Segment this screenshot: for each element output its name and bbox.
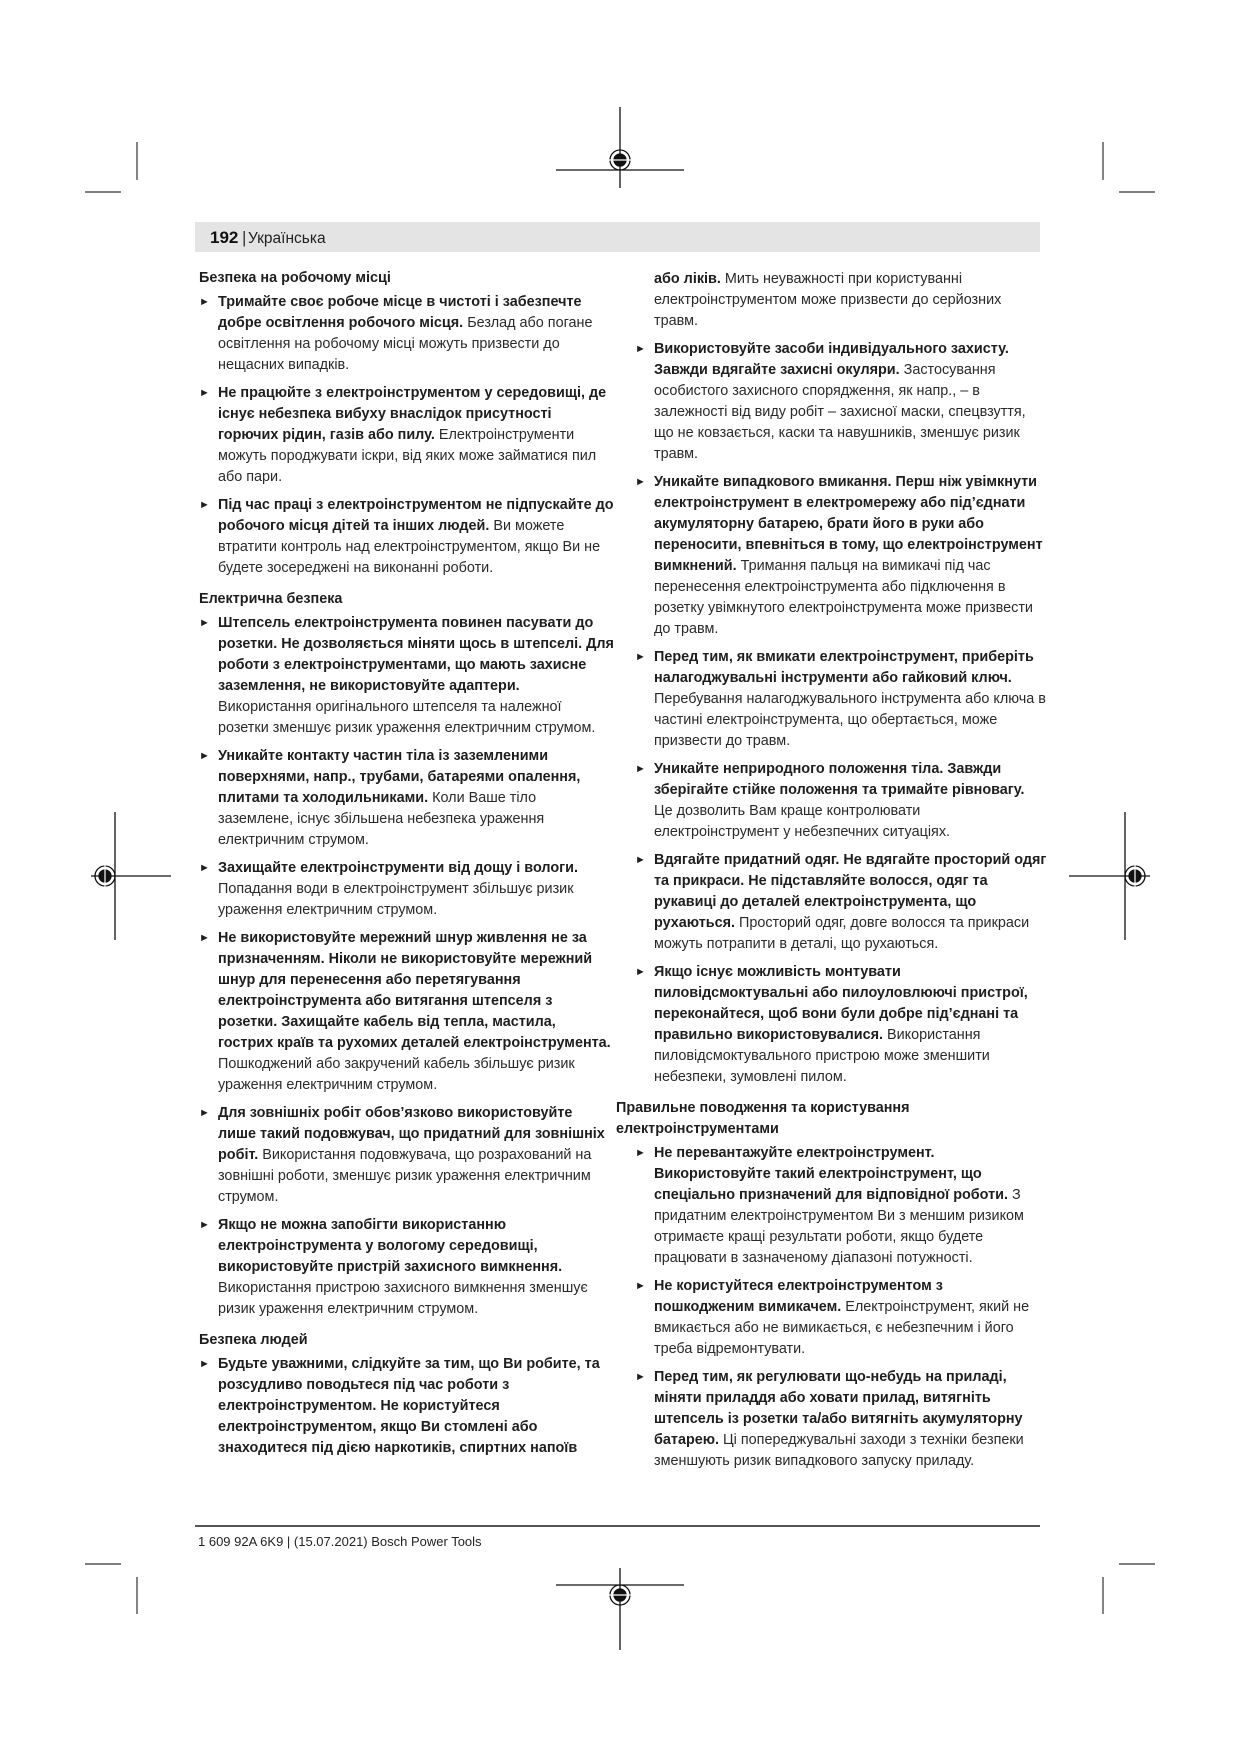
list-item [635,850,1047,955]
item-warning-text: Якщо не можна запобігти використанню електроінструмента у вологому середовищі, використовуйте пристрій захисного вимкнення. [218,1217,563,1275]
bullet-icon: ► [199,1219,210,1231]
item-warning-text: Захищайте електроінструменти від дощу і вологи. [218,860,578,876]
bullet-icon: ► [199,932,210,944]
item-explanation-text: Використання подовжувача, що розрахований на зовнішні роботи, зменшує ризик ураження електричним струмом. [218,1147,592,1205]
item-warning-text: Не використовуйте мережний шнур живлення не за призначенням. Ніколи не використовуйте мережний шнур для перенесення або перетягування електроінструмента або витягання штепселя з розетки. Захищайте кабель від тепла, мастила, гострих країв та рухомих деталей електроінструмента. [218,930,611,1051]
list-item [199,613,614,739]
item-explanation-text: Використання пиловідсмоктувального пристрою може зменшити небезпеки, зумовлені пилом. [654,1027,990,1085]
list-item [635,339,1047,465]
item-warning-text: або ліків. [654,271,721,287]
footer-rule [195,1525,1040,1527]
list-item [199,495,614,579]
item-warning-text: Уникайте неприродного положення тіла. Завжди зберігайте стійке положення та тримайте рівновагу. [654,761,1025,798]
list-item [635,759,1047,843]
bullet-icon: ► [635,1280,646,1292]
list-item [199,1354,614,1459]
item-explanation-text: Мить неуважності при користуванні електроінструментом може призвести до серйозних травм. [654,271,1002,329]
bullet-icon: ► [199,1107,210,1119]
bullet-icon: ► [199,499,210,511]
registration-mark-top [556,107,684,188]
item-explanation-text: Використання оригінального штепселя та належної розетки зменшує ризик ураження електричним струмом. [218,699,596,736]
item-explanation-text: Тримання пальця на вимикачі під час перенесення електроінструмента або підключення в розетку увімкнутого електроінструмента може призвести до травм. [654,558,1033,637]
bullet-icon: ► [635,966,646,978]
section-heading-workplace-safety: Безпека на робочому місці [199,270,391,286]
header-language: Українська [248,230,326,247]
item-explanation-text: Коли Ваше тіло заземлене, існує збільшена небезпека ураження електричним струмом. [218,790,545,848]
item-explanation-text: Електроінструмент, який не вмикається або не вимикається, є небезпечним і його треба відремонтувати. [654,1299,1030,1357]
item-explanation-text: Електроінструменти можуть породжувати іскри, від яких може займатися пил або пари. [218,427,597,485]
item-explanation-text: Ви можете втратити контроль над електроінструментом, якщо Ви не будете зосереджені на виконанні роботи. [218,518,601,576]
list-item [199,858,614,921]
item-warning-text: Будьте уважними, слідкуйте за тим, що Ви робите, та розсудливо поводьтеся під час роботи з електроінструментом. Не користуйтеся електроінструментом, якщо Ви стомлені або знаходитеся під дією наркотиків, спиртних напоїв [218,1356,600,1456]
list-item [199,1215,614,1320]
item-warning-text: Тримайте своє робоче місце в чистоті і забезпечте добре освітлення робочого місця. [218,294,582,331]
section-heading-tool-use: Правильне поводження та користування електроінструментами [616,1100,910,1137]
item-explanation-text: Просторий одяг, довге волосся та прикраси можуть потрапити в деталі, що рухаються. [654,915,1030,952]
list-item [199,1103,614,1208]
item-explanation-text: Попадання води в електроінструмент збільшує ризик ураження електричним струмом. [218,881,574,918]
item-warning-text: Не перевантажуйте електроінструмент. Використовуйте такий електроінструмент, що спеціально призначений для відповідної роботи. [654,1145,1009,1203]
bullet-icon: ► [199,617,210,629]
list-item [199,292,614,376]
item-explanation-text: Пошкоджений або закручений кабель збільшує ризик ураження електричним струмом. [218,1056,575,1093]
item-explanation-text: Застосування особистого захисного спорядження, як напр., – в залежності від виду робіт – захисної маски, спецвзуття, що не ковзається, каски та навушників, зменшує ризик травм. [654,362,1026,462]
list-item [635,962,1047,1088]
item-warning-text: Під час праці з електроінструментом не підпускайте до робочого місця дітей та інших людей. [218,497,614,534]
bullet-icon: ► [635,476,646,488]
left-column [199,268,614,1466]
item-explanation-text: З придатним електроінструментом Ви з меншим ризиком отримаєте кращі результати роботи, якщо будете працювати в зазначеному діапазоні потужності. [654,1187,1024,1266]
bullet-icon: ► [635,1147,646,1159]
registration-mark-bottom [556,1568,684,1650]
item-explanation-text: Безлад або погане освітлення на робочому місці можуть призвести до нещасних випадків. [218,315,593,373]
list-item [635,647,1047,752]
item-explanation-text: Перебування налагоджувального інструмента або ключа в частині електроінструмента, що обертається, може призвести до травм. [654,691,1046,749]
section-heading-electrical-safety: Електрична безпека [199,591,343,607]
item-warning-text: Вдягайте придатний одяг. Не вдягайте просторий одяг та прикраси. Не підставляйте волосся, одяг та рукавиці до деталей електроінструмента, що рухаються. [654,852,1047,931]
bullet-icon: ► [635,854,646,866]
bullet-icon: ► [199,862,210,874]
item-warning-text: Уникайте випадкового вмикання. Перш ніж увімкнути електроінструмент в електромережу або під’єднати акумуляторну батарею, брати його в руки або переносити, впевніться в тому, що електроінструмент вимкнений. [654,474,1043,574]
bullet-icon: ► [199,750,210,762]
item-warning-text: Уникайте контакту частин тіла із заземленими поверхнями, напр., трубами, батареями опалення, плитами та холодильниками. [218,748,581,806]
bullet-icon: ► [635,763,646,775]
item-warning-text: Штепсель електроінструмента повинен пасувати до розетки. Не дозволяється міняти щось в штепселі. Для роботи з електроінструментами, що мають захисне заземлення, не використовуйте адаптери. [218,615,614,694]
bullet-icon: ► [199,296,210,308]
list-item [635,1143,1047,1269]
bullet-icon: ► [199,1358,210,1370]
header-separator: | [242,228,247,247]
list-item [635,472,1047,640]
item-warning-text: Не працюйте з електроінструментом у середовищі, де існує небезпека вибуху внаслідок присутності горючих рідин, газів або пилу. [218,385,607,443]
footer-text: 1 609 92A 6K9 | (15.07.2021) Bosch Power Tools [198,1534,482,1549]
item-warning-text: Якщо існує можливість монтувати пиловідсмоктувальні або пилоуловлюючі пристрої, переконайтеся, щоб вони були добре під’єднані та правильно використовувалися. [654,964,1028,1043]
item-explanation-text: Використання пристрою захисного вимкнення зменшує ризик ураження електричним струмом. [218,1280,588,1317]
page-number: 192 [210,228,239,247]
item-warning-text: Перед тим, як вмикати електроінструмент, приберіть налагоджувальні інструменти або гайковий ключ. [654,649,1034,686]
item-warning-text: Для зовнішніх робіт обов’язково використовуйте лише такий подовжувач, що придатний для зовнішніх робіт. [218,1105,605,1163]
list-item [199,746,614,851]
item-warning-text: Не користуйтеся електроінструментом з пошкодженим вимикачем. [654,1278,943,1315]
item-warning-text: Перед тим, як регулювати що-небудь на приладі, міняти приладдя або ховати прилад, витягніть штепсель із розетки та/або витягніть акумуляторну батарею. [654,1369,1023,1448]
registration-mark-right [1069,812,1150,940]
bullet-icon: ► [199,387,210,399]
right-column [616,269,1047,1479]
section-heading-personal-safety: Безпека людей [199,1332,308,1348]
list-item [635,1276,1047,1360]
bullet-icon: ► [635,651,646,663]
list-item [199,383,614,488]
item-warning-text: Використовуйте засоби індивідуального захисту. Завжди вдягайте захисні окуляри. [654,341,1009,378]
item-explanation-text: Ці попереджувальні заходи з техніки безпеки зменшують ризик випадкового запуску приладу. [654,1432,1024,1469]
continued-item [654,269,1047,332]
registration-mark-left [91,812,171,940]
bullet-icon: ► [635,343,646,355]
bullet-icon: ► [635,1371,646,1383]
list-item [635,1367,1047,1472]
list-item [199,928,614,1096]
item-explanation-text: Це дозволить Вам краще контролювати електроінструмент у небезпечних ситуаціях. [654,803,951,840]
